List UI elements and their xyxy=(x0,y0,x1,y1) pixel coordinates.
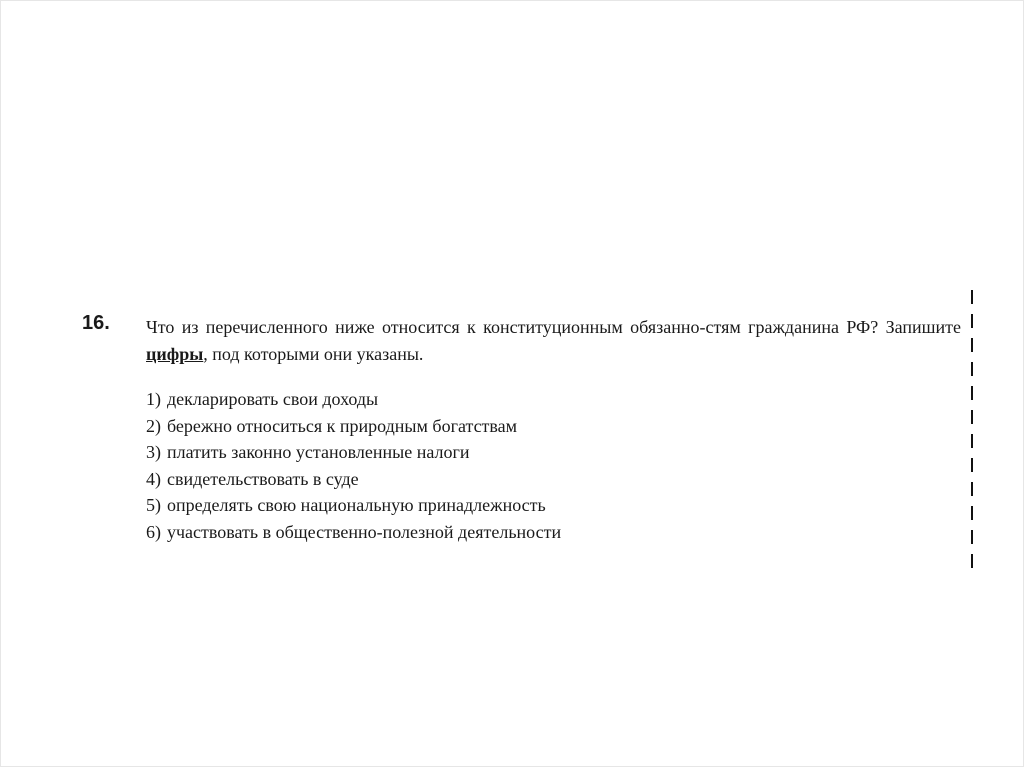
option-item xyxy=(146,386,561,413)
question-text-start: Что из перечисленного ниже относится к конституционным обязанно-стям гражданина РФ? Запишите xyxy=(146,317,961,337)
option-item xyxy=(146,466,561,493)
option-text: бережно относиться к природным богатствам xyxy=(167,415,518,436)
option-number: 3) xyxy=(146,442,161,462)
option-number: 5) xyxy=(146,495,161,515)
question-text xyxy=(146,314,961,368)
dashed-cut-line xyxy=(971,290,973,575)
option-text: декларировать свои доходы xyxy=(167,389,379,409)
option-number: 4) xyxy=(146,468,161,489)
option-number: 6) xyxy=(146,521,161,542)
option-item xyxy=(146,492,561,519)
option-number: 1) xyxy=(146,389,161,409)
option-text: определять свою национальную принадлежность xyxy=(167,495,546,515)
option-text: платить законно установленные налоги xyxy=(167,442,470,462)
option-item xyxy=(146,413,561,440)
answer-options xyxy=(146,386,561,545)
option-text: участвовать в общественно-полезной деятельности xyxy=(167,521,562,542)
question-text-end: , под которыми они указаны. xyxy=(203,344,424,364)
option-item xyxy=(146,439,561,466)
option-item xyxy=(146,519,561,546)
question-number: 16. xyxy=(82,312,110,334)
option-text: свидетельствовать в суде xyxy=(167,468,359,489)
question-emphasis: цифры xyxy=(146,344,204,364)
option-number: 2) xyxy=(146,415,161,436)
